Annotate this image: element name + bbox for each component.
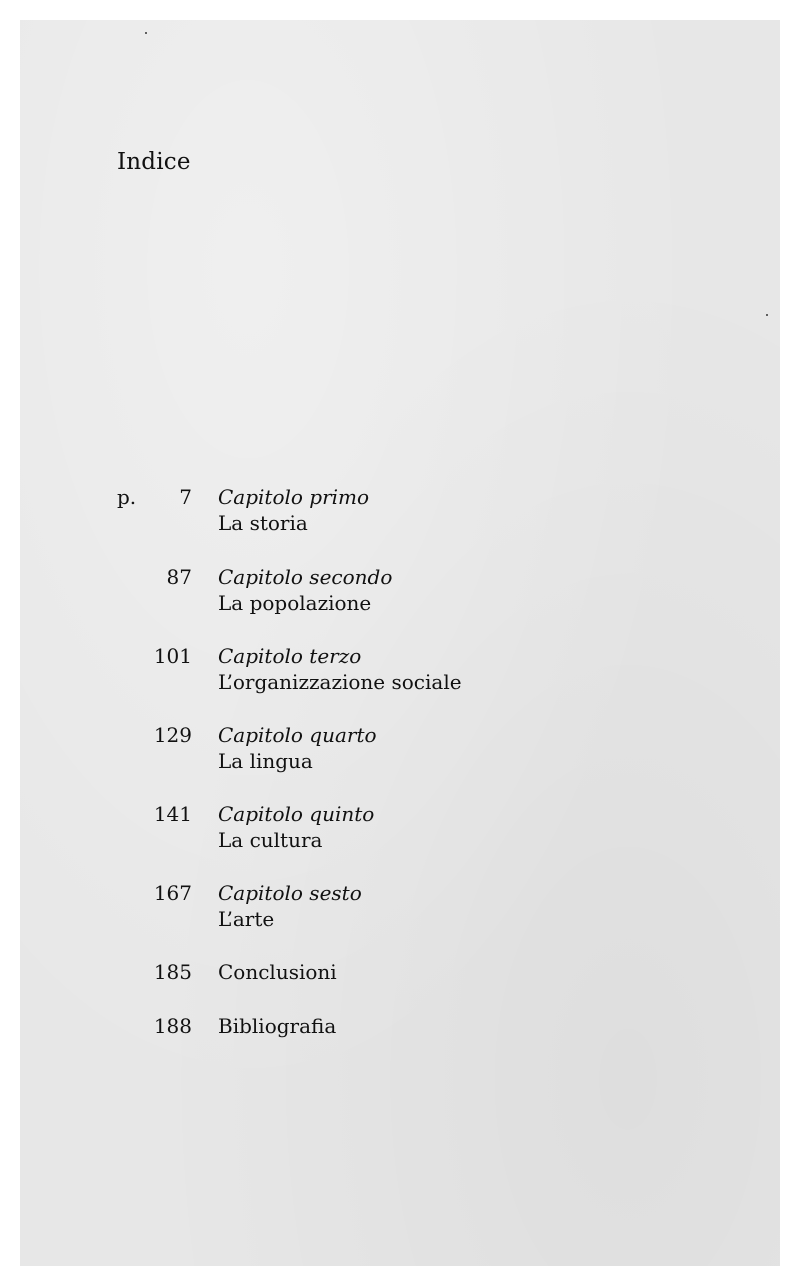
- toc-text: [218, 722, 377, 774]
- toc-chapter-label: Capitolo quarto: [218, 723, 377, 747]
- toc-chapter-label: Capitolo quinto: [218, 802, 375, 826]
- page-prefix: p.: [117, 485, 137, 509]
- toc-chapter-title: La lingua: [218, 749, 313, 773]
- toc-text: [218, 1013, 336, 1039]
- book-page: [20, 20, 780, 1266]
- toc-page-number: 87: [166, 565, 192, 589]
- toc-chapter-title: Bibliografia: [218, 1014, 337, 1038]
- toc-page-number: 7: [179, 485, 192, 509]
- toc-page-number: 167: [153, 881, 192, 905]
- toc-page-number: 185: [153, 960, 192, 984]
- toc-chapter-label: Capitolo secondo: [218, 565, 393, 589]
- toc-page-number: 188: [153, 1014, 192, 1038]
- toc-page-number: 129: [153, 723, 192, 747]
- toc-text: [218, 801, 374, 853]
- toc-page-number: 141: [153, 802, 192, 826]
- page-title: Indice: [117, 149, 191, 175]
- toc-chapter-title: La cultura: [218, 828, 323, 852]
- toc-page-number: 101: [153, 644, 192, 668]
- toc-chapter-title: La popolazione: [218, 591, 372, 615]
- toc-text: [218, 880, 362, 932]
- toc-chapter-title: Conclusioni: [218, 960, 337, 984]
- toc-chapter-title: La storia: [218, 511, 308, 535]
- toc-text: [218, 643, 462, 695]
- paper-speck: [145, 32, 147, 34]
- toc-chapter-label: Capitolo primo: [218, 485, 370, 509]
- toc-text: [218, 959, 337, 985]
- paper-speck: [766, 314, 768, 316]
- toc-text: [218, 564, 392, 616]
- toc-chapter-label: Capitolo sesto: [218, 881, 362, 905]
- toc-chapter-title: L’arte: [218, 907, 275, 931]
- toc-chapter-label: Capitolo terzo: [218, 644, 362, 668]
- toc-chapter-title: L’organizzazione sociale: [218, 670, 462, 694]
- toc-text: [218, 484, 369, 536]
